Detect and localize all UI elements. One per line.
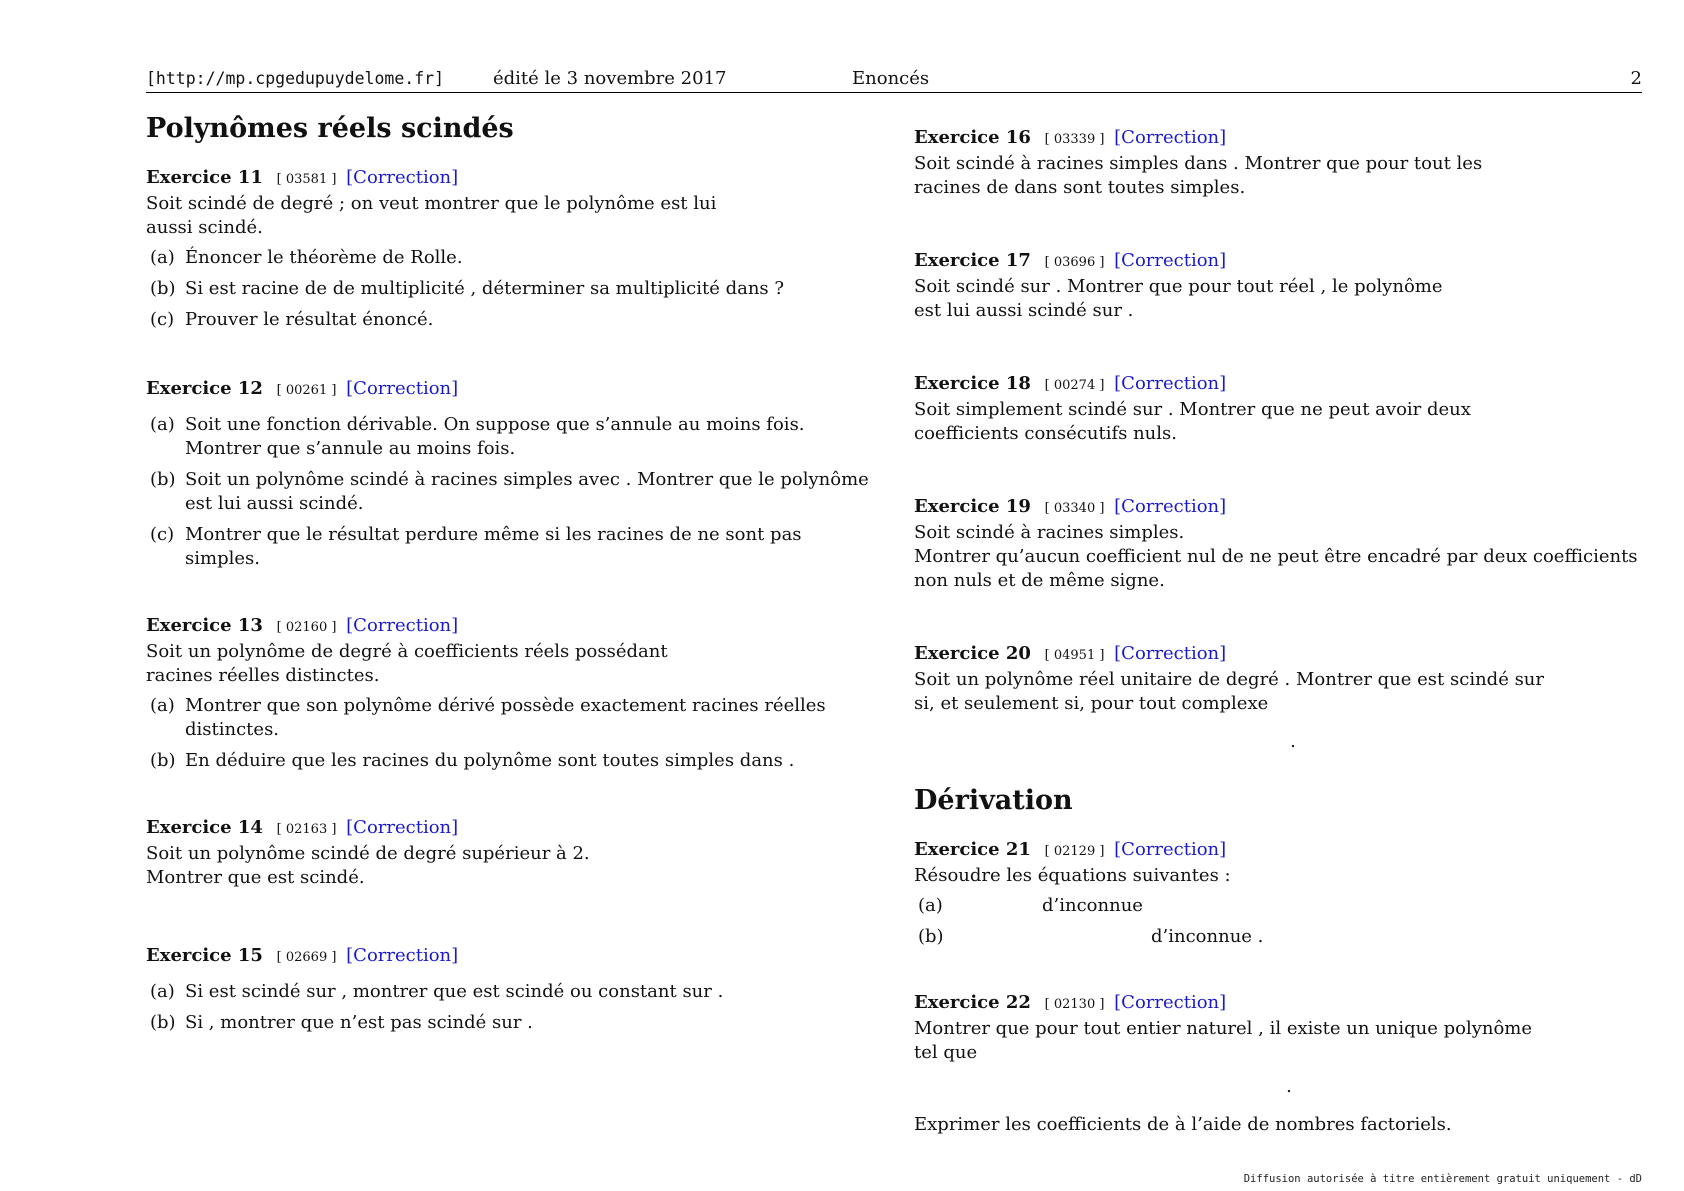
- exercise-15: [146, 944, 874, 1035]
- statement-line: Montrer qu’aucun coefficient nul de ne peut être encadré par deux coefficients: [914, 546, 1638, 567]
- correction-link[interactable]: [Correction]: [346, 167, 459, 188]
- question-marker: (c): [150, 524, 175, 545]
- exercise-label: Exercice 21: [914, 839, 1031, 860]
- exercise-16: [914, 126, 1642, 200]
- exercise-label: Exercice 18: [914, 373, 1031, 394]
- question-item: [146, 246, 874, 270]
- statement-line: Soit scindé à racines simples.: [914, 522, 1185, 543]
- statement-line: Montrer que est scindé.: [146, 867, 365, 888]
- question-item: [146, 980, 874, 1004]
- question-marker: (b): [150, 750, 176, 771]
- exercise-title: [146, 944, 874, 970]
- exercise-statement: [914, 864, 1642, 888]
- question-item: [146, 749, 874, 773]
- question-marker: (a): [150, 247, 175, 268]
- exercise-statement: [146, 640, 874, 688]
- exercise-code: [ 02160 ]: [276, 620, 337, 635]
- question-text: En déduire que les racines du polynôme sont toutes simples dans .: [185, 750, 795, 771]
- exercise-label: Exercice 12: [146, 378, 263, 399]
- exercise-20: [914, 642, 1642, 754]
- question-text: d’inconnue: [1042, 895, 1143, 916]
- correction-link[interactable]: [Correction]: [1114, 250, 1227, 271]
- question-text: Si est racine de de multiplicité , déterminer sa multiplicité dans ?: [185, 278, 785, 299]
- page-header: [146, 66, 1642, 93]
- question-item: [146, 1011, 874, 1035]
- exercise-code: [ 02130 ]: [1044, 997, 1105, 1012]
- exercise-statement: [914, 668, 1642, 754]
- exercise-statement: [914, 398, 1642, 446]
- exercise-statement: [146, 192, 874, 240]
- question-marker: (a): [150, 414, 175, 435]
- question-list: [146, 694, 874, 773]
- question-item: [146, 413, 874, 461]
- question-text: Si est scindé sur , montrer que est scindé ou constant sur .: [185, 981, 724, 1002]
- exercise-statement: [914, 521, 1642, 593]
- statement-line: racines de dans sont toutes simples.: [914, 177, 1246, 198]
- question-item: [146, 694, 874, 742]
- exercise-title: [146, 816, 874, 842]
- question-marker: (a): [150, 695, 175, 716]
- exercise-17: [914, 249, 1642, 323]
- correction-link[interactable]: [Correction]: [346, 615, 459, 636]
- correction-link[interactable]: [Correction]: [1114, 373, 1227, 394]
- question-item: [146, 308, 874, 332]
- statement-line: Soit scindé de degré ; on veut montrer que le polynôme est lui: [146, 193, 717, 214]
- question-marker: (a): [150, 981, 175, 1002]
- question-text: Prouver le résultat énoncé.: [185, 309, 434, 330]
- header-title: Enoncés: [852, 68, 930, 89]
- exercise-14: [146, 816, 874, 890]
- display-formula: .: [1290, 731, 1296, 752]
- statement-line: Exprimer les coefficients de à l’aide de nombres factoriels.: [914, 1114, 1452, 1135]
- exercise-code: [ 03340 ]: [1044, 501, 1105, 516]
- correction-link[interactable]: [Correction]: [346, 817, 459, 838]
- page-footer: Diffusion autorisée à titre entièrement gratuit uniquement - dD: [1243, 1173, 1642, 1185]
- correction-link[interactable]: [Correction]: [1114, 496, 1227, 517]
- exercise-11: [146, 166, 874, 332]
- right-column: [914, 126, 1642, 1137]
- statement-line: Soit un polynôme de degré à coefficients réels possédant: [146, 641, 668, 662]
- header-date: édité le 3 novembre 2017: [493, 68, 727, 89]
- exercise-code: [ 03696 ]: [1044, 255, 1105, 270]
- exercise-statement: [914, 1017, 1642, 1137]
- display-formula: .: [1286, 1076, 1292, 1097]
- exercise-22: [914, 991, 1642, 1137]
- question-marker: (a): [918, 895, 943, 916]
- question-item: [914, 894, 1642, 918]
- exercise-statement: [914, 275, 1642, 323]
- statement-line: aussi scindé.: [146, 217, 263, 238]
- statement-line: Soit scindé à racines simples dans . Montrer que pour tout les: [914, 153, 1483, 174]
- exercise-label: Exercice 20: [914, 643, 1031, 664]
- correction-link[interactable]: [Correction]: [346, 945, 459, 966]
- header-url[interactable]: [http://mp.cpgedupuydelome.fr]: [146, 69, 445, 88]
- question-list: [146, 246, 874, 332]
- correction-link[interactable]: [Correction]: [1114, 839, 1227, 860]
- question-list: [146, 413, 874, 571]
- exercise-code: [ 00261 ]: [276, 383, 337, 398]
- statement-line: Soit scindé sur . Montrer que pour tout réel , le polynôme: [914, 276, 1443, 297]
- question-marker: (b): [918, 926, 944, 947]
- statement-line: si, et seulement si, pour tout complexe: [914, 693, 1269, 714]
- correction-link[interactable]: [Correction]: [1114, 992, 1227, 1013]
- page-number: 2: [1630, 68, 1642, 89]
- statement-line: Montrer que pour tout entier naturel , il existe un unique polynôme: [914, 1018, 1533, 1039]
- section-title: Polynômes réels scindés: [146, 113, 514, 144]
- question-item: [146, 523, 874, 571]
- section-title: Dérivation: [914, 785, 1073, 816]
- exercise-statement: [146, 842, 874, 890]
- left-column: [146, 112, 874, 1042]
- question-marker: (b): [150, 469, 176, 490]
- statement-line: non nuls et de même signe.: [914, 570, 1165, 591]
- exercise-code: [ 02163 ]: [276, 822, 337, 837]
- exercise-code: [ 03339 ]: [1044, 132, 1105, 147]
- exercise-title: [146, 614, 874, 640]
- exercise-label: Exercice 22: [914, 992, 1031, 1013]
- question-list: [146, 980, 874, 1035]
- correction-link[interactable]: [Correction]: [346, 378, 459, 399]
- exercise-label: Exercice 13: [146, 615, 263, 636]
- question-item: [146, 277, 874, 301]
- exercise-statement: [914, 152, 1642, 200]
- exercise-19: [914, 495, 1642, 593]
- exercise-label: Exercice 17: [914, 250, 1031, 271]
- question-text: Énoncer le théorème de Rolle.: [185, 247, 463, 268]
- exercise-code: [ 04951 ]: [1044, 648, 1105, 663]
- exercise-label: Exercice 15: [146, 945, 263, 966]
- exercise-title: [914, 991, 1642, 1017]
- question-text: Montrer que le résultat perdure même si les racines de ne sont pas simples.: [185, 524, 802, 569]
- exercise-label: Exercice 16: [914, 127, 1031, 148]
- question-text: d’inconnue .: [1151, 926, 1264, 947]
- exercise-code: [ 03581 ]: [276, 172, 337, 187]
- statement-line: Soit un polynôme réel unitaire de degré . Montrer que est scindé sur: [914, 669, 1544, 690]
- statement-line: Soit un polynôme scindé de degré supérieur à 2.: [146, 843, 590, 864]
- question-marker: (b): [150, 278, 176, 299]
- exercise-code: [ 02129 ]: [1044, 844, 1105, 859]
- exercise-label: Exercice 11: [146, 167, 263, 188]
- exercise-label: Exercice 14: [146, 817, 263, 838]
- exercise-title: [914, 249, 1642, 275]
- question-item: [146, 468, 874, 516]
- correction-link[interactable]: [Correction]: [1114, 643, 1227, 664]
- exercise-18: [914, 372, 1642, 446]
- question-text: Montrer que son polynôme dérivé possède exactement racines réelles distinctes.: [185, 695, 826, 740]
- question-marker: (c): [150, 309, 175, 330]
- question-text: Soit un polynôme scindé à racines simples avec . Montrer que le polynôme est lui aussi scindé.: [185, 469, 869, 514]
- exercise-title: [146, 166, 874, 192]
- exercise-code: [ 02669 ]: [276, 950, 337, 965]
- statement-line: Résoudre les équations suivantes :: [914, 865, 1231, 886]
- question-text: Soit une fonction dérivable. On suppose que s’annule au moins fois. Montrer que s’annule au moins fois.: [185, 414, 805, 459]
- statement-line: Soit simplement scindé sur . Montrer que ne peut avoir deux: [914, 399, 1471, 420]
- exercise-12: [146, 377, 874, 571]
- question-marker: (b): [150, 1012, 176, 1033]
- question-text: Si , montrer que n’est pas scindé sur .: [185, 1012, 533, 1033]
- exercise-code: [ 00274 ]: [1044, 378, 1105, 393]
- exercise-title: [914, 838, 1642, 864]
- exercise-title: [914, 642, 1642, 668]
- question-item: [914, 925, 1642, 949]
- statement-line: est lui aussi scindé sur .: [914, 300, 1134, 321]
- statement-line: racines réelles distinctes.: [146, 665, 380, 686]
- exercise-21: [914, 838, 1642, 949]
- statement-line: tel que: [914, 1042, 978, 1063]
- correction-link[interactable]: [Correction]: [1114, 127, 1227, 148]
- exercise-title: [914, 495, 1642, 521]
- statement-line: coefficients consécutifs nuls.: [914, 423, 1177, 444]
- exercise-label: Exercice 19: [914, 496, 1031, 517]
- question-list: [914, 894, 1642, 949]
- exercise-title: [914, 372, 1642, 398]
- exercise-title: [146, 377, 874, 403]
- exercise-title: [914, 126, 1642, 152]
- exercise-13: [146, 614, 874, 773]
